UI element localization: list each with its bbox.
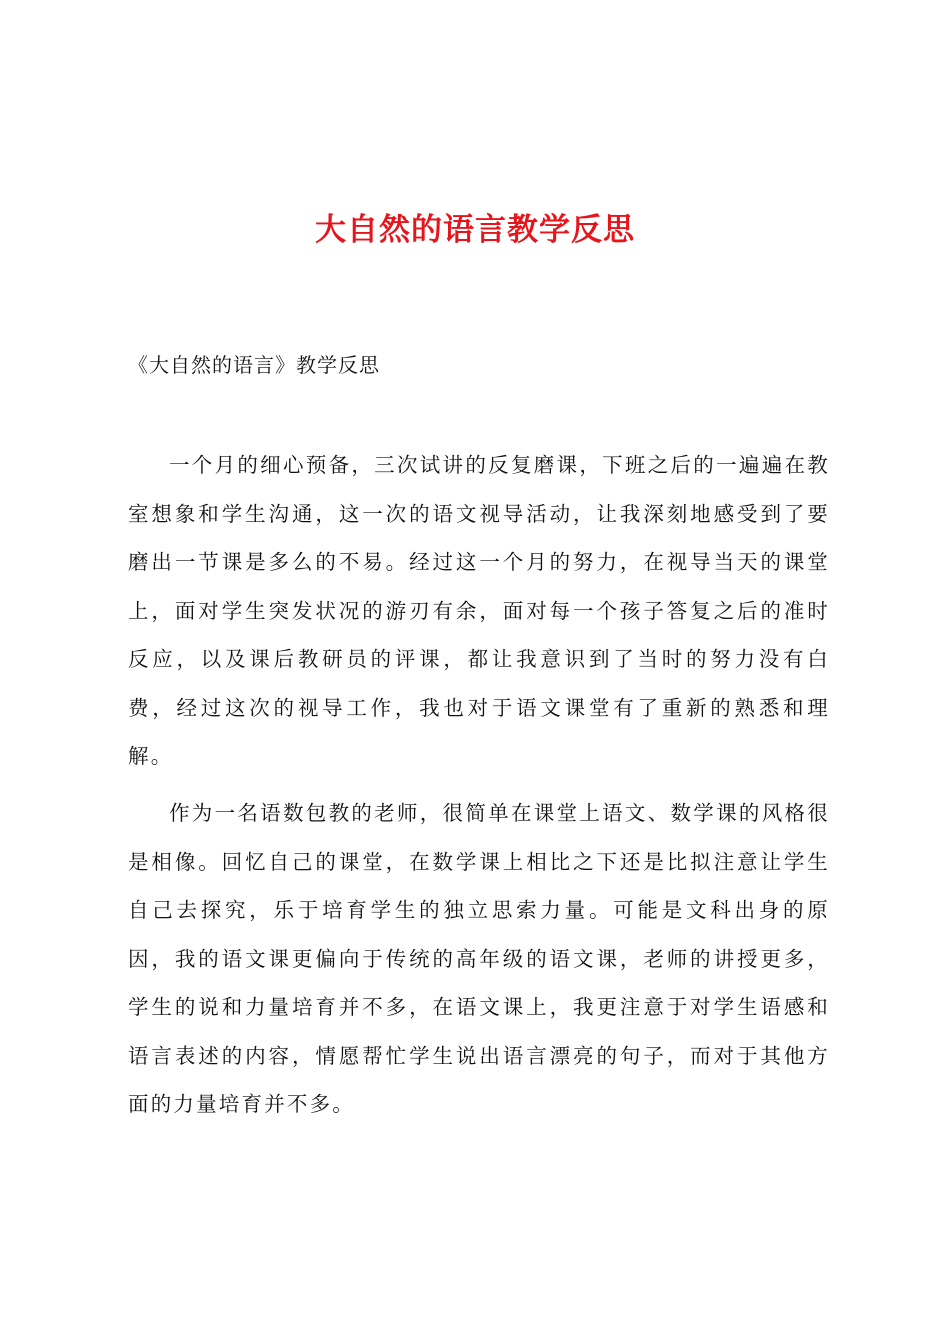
body-paragraph: 一个月的细心预备，三次试讲的反复磨课，下班之后的一遍遍在教室想象和学生沟通，这一次的语文视导活动，让我深刻地感受到了要磨出一节课是多么的不易。经过这一个月的努力，在视导当天的课堂上，面对学生突发状况的游刃有余，面对每一个孩子答复之后的准时反应，以及课后教研员的评课，都让我意识到了当时的努力没有白费，经过这次的视导工作，我也对于语文课堂有了重新的熟悉和理解。 [128, 453, 830, 768]
body-paragraph: 作为一名语数包教的老师，很简单在课堂上语文、数学课的风格很是相像。回忆自己的课堂，在数学课上相比之下还是比拟注意让学生自己去探究，乐于培育学生的独立思索力量。可能是文科出身的原因，我的语文课更偏向于传统的高年级的语文课，老师的讲授更多，学生的说和力量培育并不多，在语文课上，我更注意于对学生语感和语言表述的内容，情愿帮忙学生说出语言漂亮的句子，而对于其他方面的力量培育并不多。 [128, 801, 830, 1116]
document-title: 大自然的语言教学反思 [315, 212, 635, 248]
document-subtitle: 《大自然的语言》教学反思 [128, 353, 380, 377]
